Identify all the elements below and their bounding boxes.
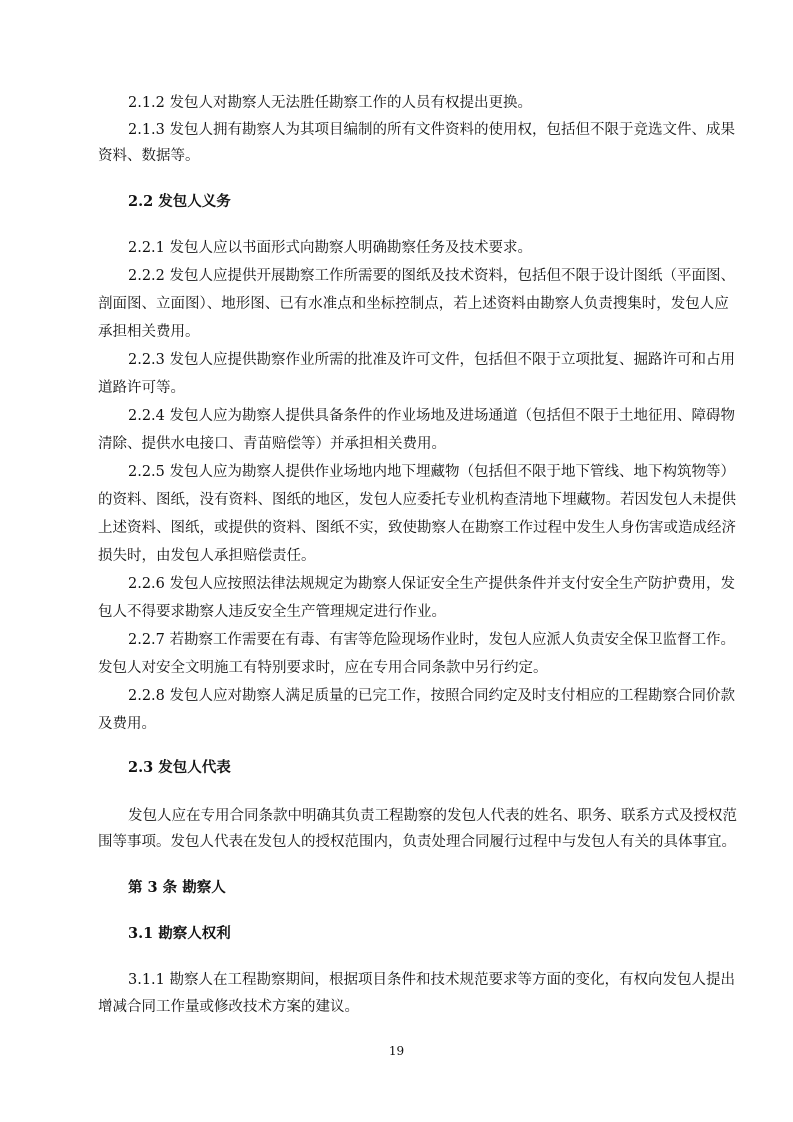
clause-2-2-7-cont: 发包人对安全文明施工有特别要求时，应在专用合同条款中另行约定。 — [98, 660, 548, 676]
clause-2-1-3: 2.1.3 发包人拥有勘察人为其项目编制的所有文件资料的使用权，包括但不限于竞选文件、成果 — [128, 122, 735, 138]
clause-2-2-4: 2.2.4 发包人应为勘察人提供具备条件的作业场地及进场通道（包括但不限于土地征用、障碍物 — [128, 408, 735, 424]
paragraph-representative: 发包人应在专用合同条款中明确其负责工程勘察的发包人代表的姓名、职务、联系方式及授权范 — [128, 808, 737, 824]
clause-2-2-6: 2.2.6 发包人应按照法律法规规定为勘察人保证安全生产提供条件并支付安全生产防护费用，发 — [128, 576, 735, 592]
clause-2-2-1: 2.2.1 发包人应以书面形式向勘察人明确勘察任务及技术要求。 — [128, 240, 533, 256]
paragraph-representative-cont: 围等事项。发包人代表在发包人的授权范围内，负责处理合同履行过程中与发包人有关的具体事宜。 — [98, 834, 736, 850]
clause-2-1-2: 2.1.2 发包人对勘察人无法胜任勘察工作的人员有权提出更换。 — [128, 95, 533, 111]
section-heading-3-1: 3.1 勘察人权利 — [128, 925, 231, 942]
section-heading-2-3: 2.3 发包人代表 — [128, 759, 231, 776]
page-number: 19 — [388, 1044, 405, 1058]
clause-3-1-1: 3.1.1 勘察人在工程勘察期间，根据项目条件和技术规范要求等方面的变化，有权向发包人提出 — [128, 972, 735, 988]
clause-2-2-4-cont: 清除、提供水电接口、青苗赔偿等）并承担相关费用。 — [98, 436, 446, 452]
clause-3-1-1-cont: 增减合同工作量或修改技术方案的建议。 — [98, 999, 359, 1015]
clause-2-2-8: 2.2.8 发包人应对勘察人满足质量的已完工作，按照合同约定及时支付相应的工程勘察合同价款 — [128, 688, 735, 704]
clause-2-2-5-cont-1: 的资料、图纸，没有资料、图纸的地区，发包人应委托专业机构查清地下埋藏物。若因发包人未提供 — [98, 492, 736, 508]
clause-2-2-5-cont-2: 上述资料、图纸，或提供的资料、图纸不实，致使勘察人在勘察工作过程中发生人身伤害或造成经济 — [98, 520, 736, 536]
article-heading-3: 第 3 条 勘察人 — [128, 879, 226, 896]
clause-2-2-8-cont: 及费用。 — [98, 716, 156, 732]
clause-2-2-5: 2.2.5 发包人应为勘察人提供作业场地内地下埋藏物（包括但不限于地下管线、地下构筑物等） — [128, 464, 735, 480]
clause-2-2-3: 2.2.3 发包人应提供勘察作业所需的批准及许可文件，包括但不限于立项批复、掘路许可和占用 — [128, 352, 735, 368]
clause-2-2-2-cont-2: 承担相关费用。 — [98, 324, 200, 340]
clause-2-2-7: 2.2.7 若勘察工作需要在有毒、有害等危险现场作业时，发包人应派人负责安全保卫监督工作。 — [128, 632, 735, 648]
clause-2-2-5-cont-3: 损失时，由发包人承担赔偿责任。 — [98, 548, 316, 564]
clause-2-2-3-cont: 道路许可等。 — [98, 380, 185, 396]
clause-2-2-6-cont: 包人不得要求勘察人违反安全生产管理规定进行作业。 — [98, 604, 446, 620]
clause-2-2-2-cont-1: 剖面图、立面图）、地形图、已有水准点和坐标控制点，若上述资料由勘察人负责搜集时，发包人应 — [98, 296, 729, 312]
clause-2-2-2: 2.2.2 发包人应提供开展勘察工作所需要的图纸及技术资料，包括但不限于设计图纸（平面图、 — [128, 268, 735, 284]
clause-2-1-3-cont: 资料、数据等。 — [98, 148, 200, 164]
section-heading-2-2: 2.2 发包人义务 — [128, 193, 231, 210]
